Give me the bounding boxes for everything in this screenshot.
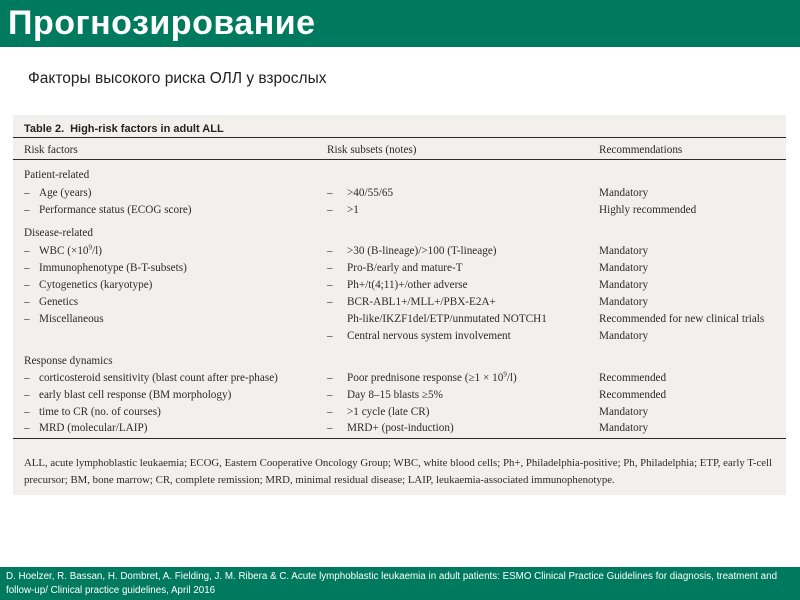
- table-footnote: ALL, acute lymphoblastic leukaemia; ECOG, Eastern Cooperative Oncology Group; WBC, white blood cells; Ph+, Philadelphia-positive; Ph, Philadelphia; ETP, early T-cell precursor; BM, bone marrow; CR, complete remission; MRD, minimal residual disease; LAIP, leukaemia-associated immunophenotype.: [24, 457, 773, 486]
- row-dash: –: [327, 279, 333, 291]
- row-dash: –: [24, 204, 30, 216]
- row-dash: –: [24, 262, 30, 274]
- table-caption: [24, 121, 224, 136]
- row-factor: Miscellaneous: [39, 313, 104, 325]
- row-dash: –: [24, 245, 30, 257]
- row-dash: –: [24, 389, 30, 401]
- row-subset: >1: [347, 204, 359, 216]
- row-dash: –: [24, 406, 30, 418]
- row-recommendation: Recommended: [599, 372, 667, 384]
- row-factor: Immunophenotype (B-T-subsets): [39, 262, 187, 274]
- row-subset: Day 8–15 blasts ≥5%: [347, 389, 443, 401]
- row-dash: –: [327, 422, 333, 434]
- slide-subtitle: Факторы высокого риска ОЛЛ у взрослых: [28, 70, 327, 87]
- row-dash: –: [24, 296, 30, 308]
- row-recommendation: Mandatory: [599, 187, 649, 199]
- factor-text: WBC (×10: [39, 245, 89, 257]
- row-dash: –: [24, 313, 30, 325]
- row-subset: >30 (B-lineage)/>100 (T-lineage): [347, 245, 497, 257]
- table-caption-text: High-risk factors in adult ALL: [70, 123, 224, 135]
- row-factor: early blast cell response (BM morphology): [39, 389, 232, 401]
- row-recommendation: Mandatory: [599, 330, 649, 342]
- subset-text-tail: /l): [506, 372, 517, 384]
- row-subset: >40/55/65: [347, 187, 394, 199]
- row-recommendation: Highly recommended: [599, 204, 697, 216]
- row-recommendation: Mandatory: [599, 296, 649, 308]
- row-dash: –: [24, 372, 30, 384]
- section-title-disease-related: Disease-related: [24, 227, 93, 239]
- row-dash: –: [327, 389, 333, 401]
- table-figure: [13, 115, 786, 495]
- table-rule-header: [13, 159, 786, 160]
- table-caption-label: Table 2.: [24, 123, 65, 135]
- footer-bar: [0, 567, 800, 600]
- row-dash: –: [327, 406, 333, 418]
- row-recommendation: Mandatory: [599, 422, 649, 434]
- row-dash: –: [327, 296, 333, 308]
- column-header-recommendations: Recommendations: [599, 144, 683, 156]
- row-factor: Performance status (ECOG score): [39, 204, 192, 216]
- row-dash: –: [327, 330, 333, 342]
- subset-text: Poor prednisone response (≥1 × 10: [347, 372, 504, 384]
- page-title: Прогнозирование: [8, 4, 316, 42]
- section-title-response-dynamics: Response dynamics: [24, 355, 113, 367]
- table-rule-bottom: [13, 438, 786, 439]
- row-factor: Genetics: [39, 296, 79, 308]
- section-title-patient-related: Patient-related: [24, 169, 90, 181]
- row-recommendation: Mandatory: [599, 245, 649, 257]
- row-factor: Age (years): [39, 187, 92, 199]
- row-subset: MRD+ (post-induction): [347, 422, 454, 434]
- row-factor: corticosteroid sensitivity (blast count after pre-phase): [39, 372, 278, 384]
- row-dash: –: [24, 279, 30, 291]
- row-recommendation: Mandatory: [599, 406, 649, 418]
- row-factor: Cytogenetics (karyotype): [39, 279, 153, 291]
- row-dash: –: [24, 422, 30, 434]
- row-recommendation: Mandatory: [599, 262, 649, 274]
- row-subset: Ph+/t(4;11)+/other adverse: [347, 279, 468, 291]
- row-factor: MRD (molecular/LAIP): [39, 422, 148, 434]
- row-subset: Pro-B/early and mature-T: [347, 262, 463, 274]
- row-dash: –: [327, 187, 333, 199]
- factor-superscript: 9: [88, 243, 93, 252]
- footer-citation: D. Hoelzer, R. Bassan, H. Dombret, A. Fielding, J. M. Ribera & C. Acute lymphoblastic leukaemia in adult patients: ESMO Clinical Practice Guidelines for diagnosis, treatment and follow-up/ Clinical practice guidelines, April 2016: [6, 571, 778, 596]
- subset-superscript: 9: [503, 370, 507, 379]
- row-dash: –: [327, 262, 333, 274]
- row-dash: –: [327, 204, 333, 216]
- row-subset: [347, 371, 517, 385]
- row-subset: Ph-like/IKZF1del/ETP/unmutated NOTCH1: [347, 313, 547, 325]
- row-factor: time to CR (no. of courses): [39, 406, 161, 418]
- row-recommendation: Recommended for new clinical trials: [599, 313, 765, 325]
- row-subset: >1 cycle (late CR): [347, 406, 430, 418]
- row-dash: –: [327, 372, 333, 384]
- column-header-risk-factors: Risk factors: [24, 144, 78, 156]
- row-recommendation: Mandatory: [599, 279, 649, 291]
- row-subset: Central nervous system involvement: [347, 330, 511, 342]
- row-recommendation: Recommended: [599, 389, 667, 401]
- header-bar: [0, 0, 800, 47]
- table-rule-top: [13, 137, 786, 138]
- row-dash: –: [327, 245, 333, 257]
- column-header-risk-subsets: Risk subsets (notes): [327, 144, 417, 156]
- row-factor: [39, 244, 102, 258]
- row-dash: –: [24, 187, 30, 199]
- factor-text-tail: /l): [92, 245, 102, 257]
- row-subset: BCR-ABL1+/MLL+/PBX-E2A+: [347, 296, 496, 308]
